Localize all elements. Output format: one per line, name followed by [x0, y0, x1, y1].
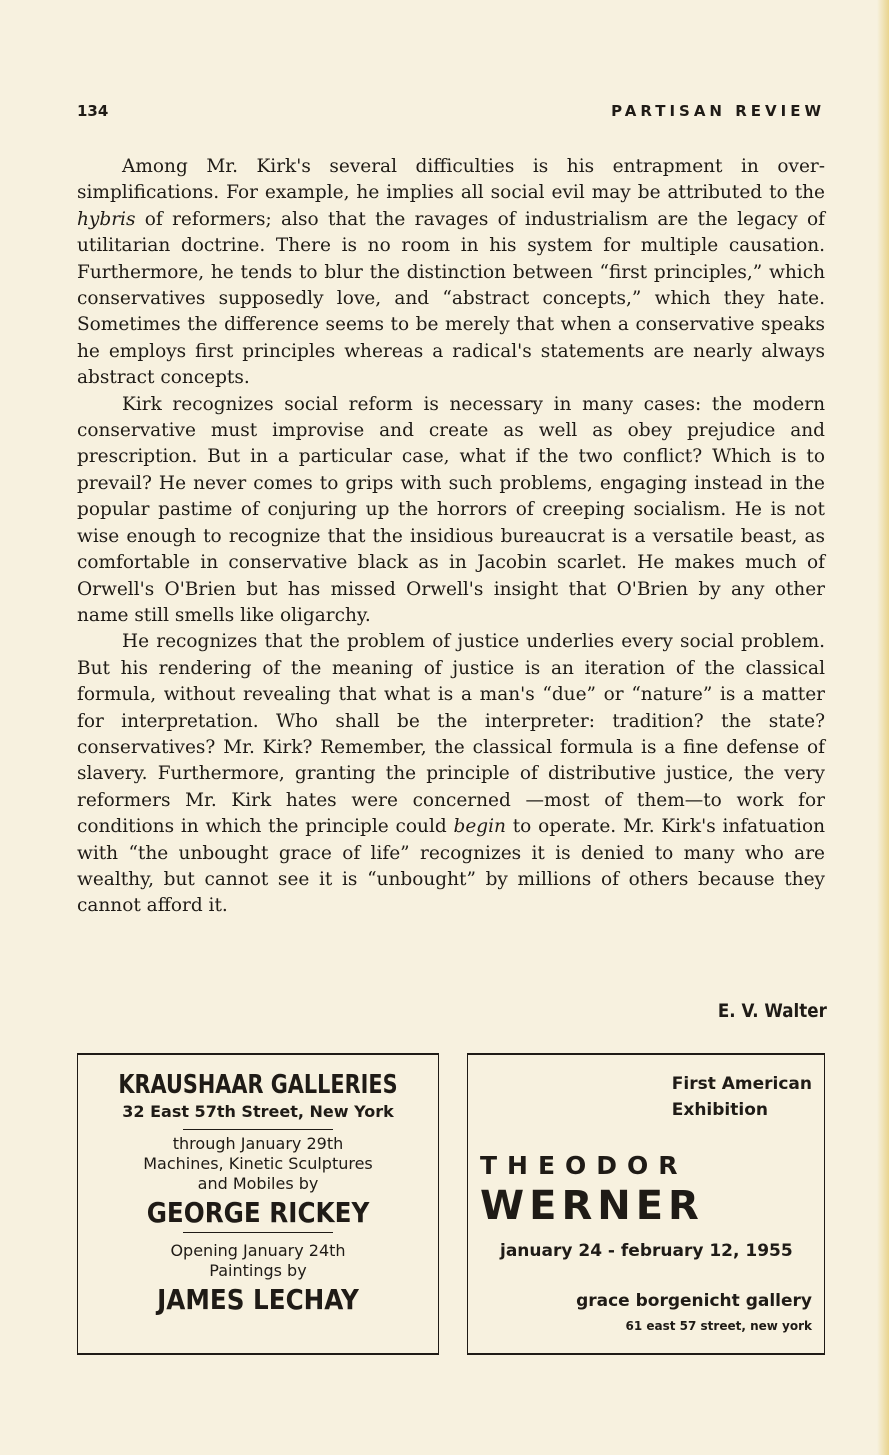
ad-gallery-address: 61 east 57 street, new york	[625, 1319, 812, 1333]
borgenicht-advertisement	[467, 1053, 825, 1355]
paragraph-text: to operate. Mr. Kirk's infatuation with “the unbought grace of life” recognizes it is denied to many who are wealthy, but cannot see it is “unbought” by millions of others because they cannot afford it.	[77, 816, 825, 917]
running-head: PARTISAN REVIEW	[611, 102, 825, 120]
paragraph-text: He recognizes that the problem of justice underlies every social problem. But his rendering of the meaning of justice is an iteration of the classical formula, without revealing that what is a man's “due” or “nature” is a matter for interpretation. Who shall be the interpreter: tradition? the state? conservatives? Mr. Kirk? Remember, the classical formula is a fine defense of slavery. Furthermore, granting the principle of distributive justice, the very reformers Mr. Kirk hates were concerned —most of them—to work for conditions in which the principle could	[77, 631, 825, 838]
page-number: 134	[77, 102, 109, 120]
ad-show2-dates: Opening January 24th	[170, 1241, 346, 1260]
ad-exhibition-line1: First American	[671, 1074, 812, 1094]
ad-gallery-address: 32 East 57th Street, New York	[122, 1102, 394, 1121]
kraushaar-advertisement	[77, 1053, 439, 1355]
article-paragraph	[77, 629, 825, 919]
paragraph-text: Among Mr. Kirk's several difficulties is his entrapment in over-simplifications. For example, he implies all social evil may be attributed to the	[77, 156, 825, 204]
ad-artist-first-name: THEODOR	[480, 1151, 688, 1180]
ad-show2-description: Paintings by	[209, 1261, 307, 1280]
italic-term: hybris	[77, 208, 136, 230]
article-body	[77, 154, 825, 920]
author-signature: E. V. Walter	[718, 1000, 827, 1022]
ad-show2-artist: JAMES LECHAY	[157, 1283, 359, 1316]
ad-show1-artist: GEORGE RICKEY	[146, 1196, 370, 1229]
page-header	[77, 102, 825, 124]
ad-exhibition-heading	[672, 1071, 812, 1123]
ad-divider	[183, 1232, 333, 1233]
ad-show1-dates: through January 29th	[172, 1134, 344, 1153]
paragraph-text: Kirk recognizes social reform is necessary in many cases: the modern conservative must improvise and create as well as obey prejudice and prescription. But in a particular case, what if the two conflict? Which is to prevail? He never comes to grips with such problems, engaging instead in the popular pastime of conjuring up the horrors of creeping socialism. He is not wise enough to recognize that the insidious bureaucrat is a versatile beast, as comfortable in conservative black as in Jacobin scarlet. He makes much of Orwell's O'Brien but has missed Orwell's insight that O'Brien by any other name still smells like oligarchy.	[77, 393, 825, 626]
article-paragraph	[77, 392, 825, 630]
ad-gallery-name: KRAUSHAAR GALLERIES	[118, 1070, 398, 1100]
ad-gallery-name: grace borgenicht gallery	[576, 1291, 812, 1311]
ad-exhibition-dates: january 24 - february 12, 1955	[500, 1241, 793, 1261]
ad-artist-last-name: WERNER	[480, 1183, 704, 1229]
ad-divider	[183, 1129, 333, 1130]
ad-exhibition-line2: Exhibition	[671, 1100, 768, 1120]
article-paragraph	[77, 154, 825, 392]
italic-term: begin	[453, 816, 506, 838]
ad-show1-description: Machines, Kinetic Sculptures	[143, 1154, 373, 1173]
paragraph-text: of reformers; also that the ravages of industrialism are the legacy of utilitarian doctrine. There is no room in his system for multiple causation. Furthermore, he tends to blur the distinction between “first principles,” which conservatives supposedly love, and “abstract concepts,” which they hate. Sometimes the difference seems to be merely that when a conservative speaks he employs first principles whereas a radical's statements are nearly always abstract concepts.	[77, 208, 825, 389]
page-edge	[877, 0, 889, 1455]
ad-show1-by: and Mobiles by	[197, 1174, 319, 1193]
